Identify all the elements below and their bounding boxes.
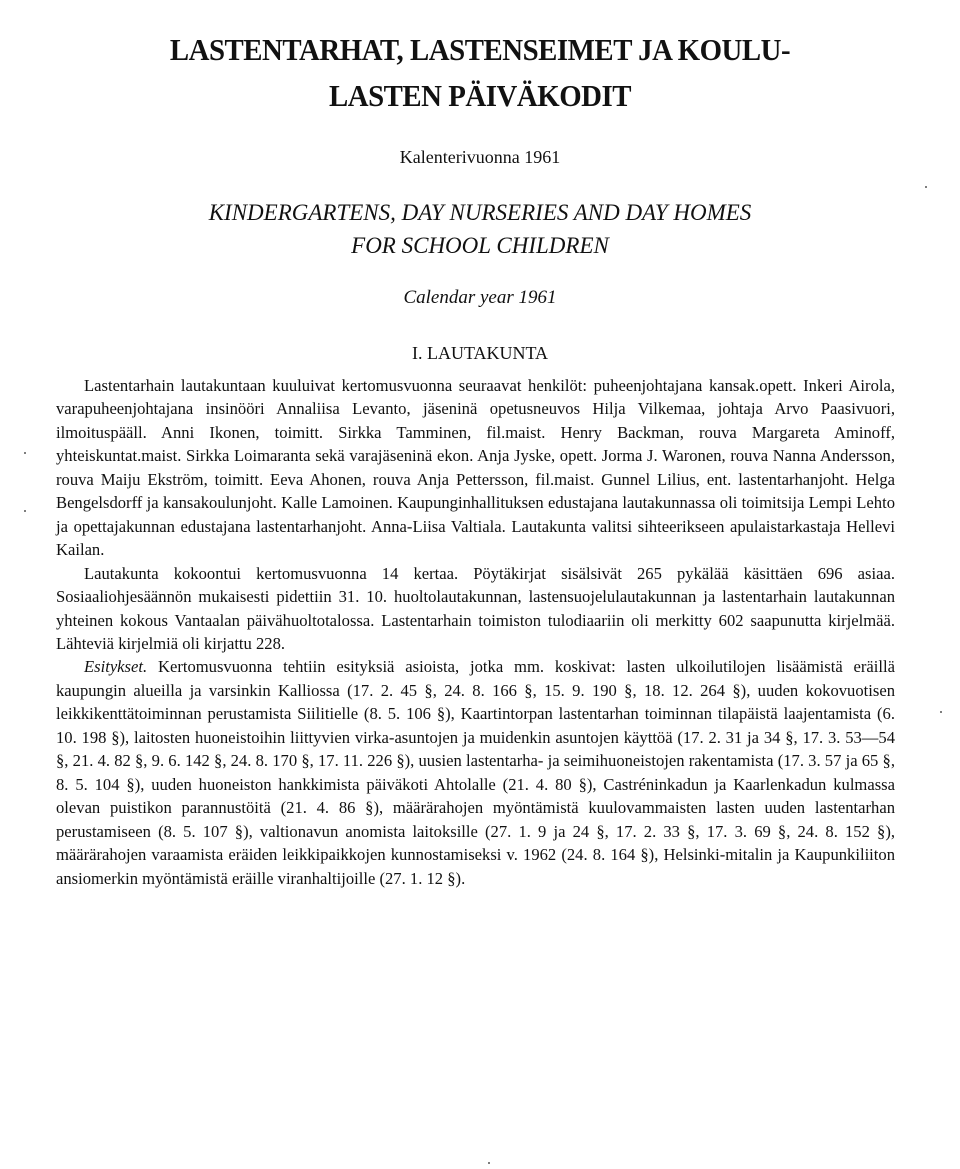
main-title-line-1: LASTENTARHAT, LASTENSEIMET JA KOULU- [169, 32, 791, 67]
scan-speck [24, 510, 26, 512]
paragraph-proposals [56, 655, 895, 890]
english-title-line-1: KINDERGARTENS, DAY NURSERIES AND DAY HOMES [208, 200, 752, 225]
body-text [56, 374, 895, 890]
scan-speck [24, 452, 26, 454]
scan-speck [925, 186, 927, 188]
english-title-line-2: FOR SCHOOL CHILDREN [351, 233, 609, 258]
paragraph-members [56, 374, 895, 562]
paragraph-text: Lastentarhain lautakuntaan kuuluivat kertomusvuonna seuraavat henkilöt: puheenjohtajana kansak.opett. Inkeri Airola, varapuheenjohtajana insinööri Annaliisa Levanto, jäseninä opetusneuvos Hilja Vilkemaa, johtaja Arvo Paasivuori, ilmoituspääll. Anni Ikonen, toimitt. Sirkka Tamminen, fil.maist. Henry Backman, rouva Margareta Aminoff, yhteiskuntat.maist. Sirkka Loimaranta sekä varajäseninä ekon. Anja Jyske, opett. Jorma J. Waronen, rouva Nanna Andersson, rouva Maiju Ekström, toimitt. Eeva Ahonen, rouva Anja Pettersson, fil.maist. Gunnel Lilius, ent. lastentarhanjoht. Helga Bengelsdorff ja kansakoulunjoht. Kalle Lamoinen. Kaupunginhallituksen edustajana lautakunnassa oli toimitsija Lempi Lehto ja opettajakunnan edustajana lastentarhanjoht. Anna-Liisa Valtiala. Lautakunta valitsi sihteerikseen apulaistarkastaja Hellevi Kailan. [56, 376, 895, 560]
scan-speck [940, 711, 942, 713]
calendar-year-en: Calendar year 1961 [403, 287, 557, 308]
paragraph-text: Lautakunta kokoontui kertomusvuonna 14 kertaa. Pöytäkirjat sisälsivät 265 pykälää käsittäen 696 asiaa. Sosiaaliohjesäännön mukaisesti pidettiin 31. 10. huoltolautakunnan, lastensuojelulautakunnan ja lastentarhain lautakunnan yhteinen kokous Vantaalan päivähuoltotalossa. Lastentarhain toimiston tulodiaariin oli merkitty 602 saapunutta kirjelmää. Lähteviä kirjelmiä oli kirjattu 228. [56, 563, 895, 653]
main-title-line-2: LASTEN PÄIVÄKODIT [328, 78, 632, 113]
paragraph-lead: Esitykset. [84, 657, 148, 677]
calendar-year-fi: Kalenterivuonna 1961 [399, 147, 561, 167]
section-heading: I. LAUTAKUNTA [411, 343, 549, 363]
paragraph-text: Kertomusvuonna tehtiin esityksiä asioista, jotka mm. koskivat: lasten ulkoilutilojen lisäämistä eräillä kaupungin alueilla ja varsinkin Kalliossa (17. 2. 45 §, 24. 8. 166 §, 15. 9. 190 §, 18. 12. 264 §), uuden kokovuotisen leikkikenttätoiminnan perustamista Siilitielle (8. 5. 106 §), Kaartintorpan lastentarhan toiminnan tilapäistä laajentamista (6. 10. 198 §), laitosten huoneistoihin liittyvien virka-asuntojen ja muidenkin asuntojen käyttöä (17. 2. 31 ja 34 §, 17. 3. 53—54 §, 21. 4. 82 §, 9. 6. 142 §, 24. 8. 170 §, 17. 11. 226 §), uusien lastentarha- ja seimihuoneistojen rakentamista (17. 3. 57 ja 65 §, 8. 5. 104 §), uuden huoneiston hankkimista päiväkoti Ahtolalle (21. 4. 80 §), Castréninkadun ja Kaarlenkadun kulmassa olevan puistikon parannustöitä (21. 4. 86 §), määrärahojen myöntämistä kuulovammaisten lasten uuden lastentarhan perustamiseen (8. 5. 107 §), valtionavun anomista laitoksille (27. 1. 9 ja 24 §, 17. 2. 33 §, 17. 3. 69 §, 24. 8. 152 §), määrärahojen varaamista eräiden leikkipaikkojen kunnostamiseksi v. 1962 (24. 8. 164 §), Helsinki-mitalin ja Kaupunkiliiton ansiomerkin myöntämistä eräille viranhaltijoille (27. 1. 12 §). [56, 657, 895, 888]
paragraph-meetings [56, 562, 895, 656]
scan-speck [488, 1162, 490, 1164]
